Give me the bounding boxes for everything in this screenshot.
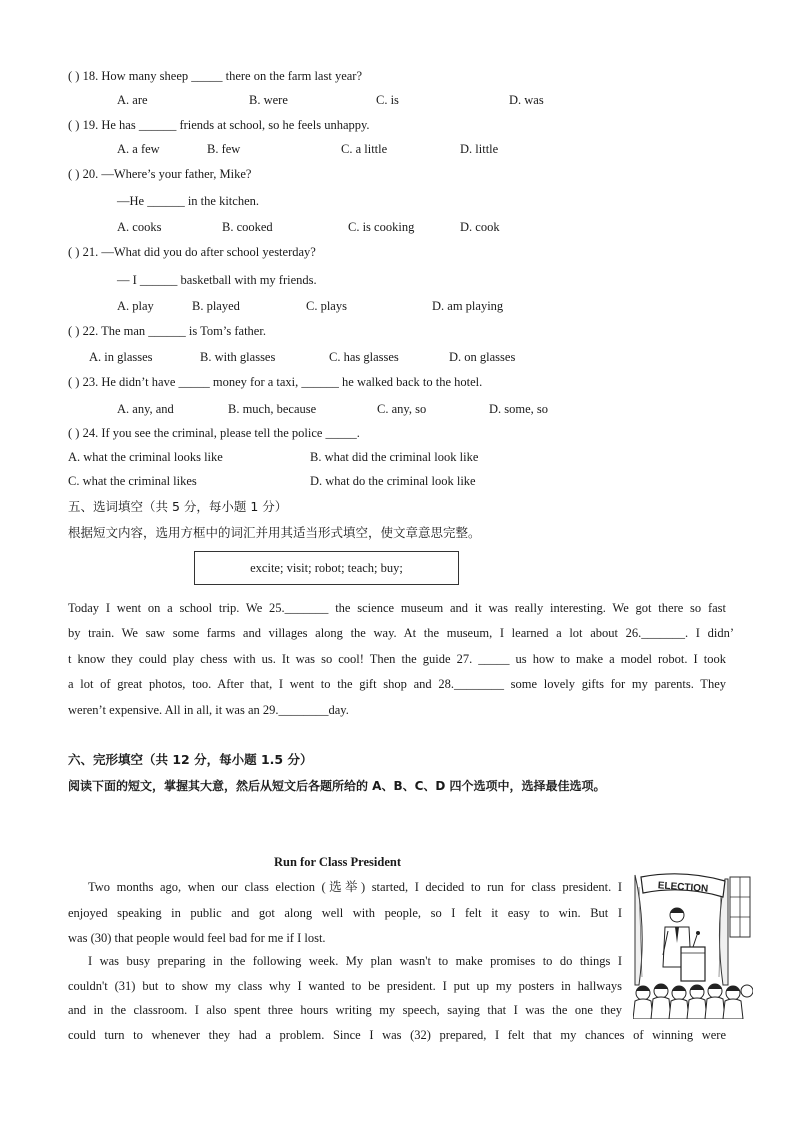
q19-option-b: B. few — [207, 142, 241, 156]
q24-option-b: B. what did the criminal look like — [310, 450, 479, 464]
question-20-stem: ( ) 20. —Where’s your father, Mike? — [68, 167, 252, 181]
passage-title: Run for Class President — [274, 855, 401, 869]
question-23-stem: ( ) 23. He didn’t have _____ money for a taxi, ______ he walked back to the hotel. — [68, 375, 483, 389]
q18-option-b: B. were — [249, 93, 288, 107]
q23-option-b: B. much, because — [228, 402, 317, 416]
q22-option-c: C. has glasses — [329, 350, 399, 364]
question-22-stem: ( ) 22. The man ______ is Tom’s father. — [68, 324, 266, 338]
q21-option-b: B. played — [192, 299, 240, 313]
election-illustration — [633, 867, 753, 1019]
q24-option-a: A. what the criminal looks like — [68, 450, 223, 464]
q23-option-a: A. any, and — [117, 402, 174, 416]
question-21-stem: ( ) 21. —What did you do after school yesterday? — [68, 245, 316, 259]
q18-option-a: A. are — [117, 93, 148, 107]
q19-option-d: D. little — [460, 142, 499, 156]
section-6-instruction: 阅读下面的短文，掌握其大意，然后从短文后各题所给的 A、B、C、D 四个选项中，选择最佳选项。 — [68, 779, 606, 793]
section-6-passage-line-2: enjoyed speaking in public and got along well with people, so I felt it easy to win. But I — [68, 906, 622, 920]
q22-option-b: B. with glasses — [200, 350, 276, 364]
q20-option-c: C. is cooking — [348, 220, 415, 234]
q22-option-d: D. on glasses — [449, 350, 516, 364]
section-5-passage-line-5: weren’t expensive. All in all, it was an 29.________day. — [68, 703, 349, 717]
question-21-line2: — I ______ basketball with my friends. — [117, 273, 317, 287]
section-6-passage-line-5: couldn't (31) but to show my class why I wanted to be president. I put up my posters in hallways — [68, 979, 622, 993]
q21-option-c: C. plays — [306, 299, 347, 313]
q23-option-d: D. some, so — [489, 402, 549, 416]
word-box-words: excite; visit; robot; teach; buy; — [250, 560, 403, 575]
q19-option-c: C. a little — [341, 142, 388, 156]
word-box — [194, 551, 459, 585]
section-6-passage-line-4: I was busy preparing in the following week. My plan wasn't to make promises to do things I — [88, 954, 622, 968]
section-5-passage-line-2: by train. We saw some farms and villages along the way. At the museum, I learned a lot about 26._______. I didn’ — [68, 626, 734, 640]
question-20-line2: —He ______ in the kitchen. — [117, 194, 259, 208]
section-5-heading: 五、选词填空（共 5 分，每小题 1 分） — [68, 499, 288, 514]
q20-option-b: B. cooked — [222, 220, 273, 234]
q20-option-a: A. cooks — [117, 220, 162, 234]
question-19-stem: ( ) 19. He has ______ friends at school, so he feels unhappy. — [68, 118, 370, 132]
section-6-passage-line-6: and in the classroom. I also spent three hours writing my speech, saying that I was the one they — [68, 1003, 622, 1017]
question-24-stem: ( ) 24. If you see the criminal, please tell the police _____. — [68, 426, 360, 440]
section-6-passage-line-3: was (30) that people would feel bad for me if I lost. — [68, 931, 326, 945]
section-5-instruction: 根据短文内容，选用方框中的词汇并用其适当形式填空，使文章意思完整。 — [68, 525, 481, 540]
question-18-stem: ( ) 18. How many sheep _____ there on the farm last year? — [68, 69, 363, 83]
section-6-passage-line-7: could turn to whenever they had a problem. Since I was (32) prepared, I felt that my chances of winning were — [68, 1028, 726, 1042]
banner-text: ELECTION — [657, 880, 709, 895]
q21-option-d: D. am playing — [432, 299, 504, 313]
q23-option-c: C. any, so — [377, 402, 427, 416]
section-5-passage-line-1: Today I went on a school trip. We 25._______ the science museum and it was really interesting. We got there so fast — [68, 601, 726, 615]
section-6-heading: 六、完形填空（共 12 分，每小题 1.5 分） — [68, 752, 313, 767]
q18-option-d: D. was — [509, 93, 544, 107]
section-6-passage-line-1: Two months ago, when our class election (选举) started, I decided to run for class president. I — [88, 880, 622, 894]
q19-option-a: A. a few — [117, 142, 160, 156]
section-5-passage-line-4: a lot of great photos, too. After that, I went to the gift shop and 28.________ some lovely gifts for my parents. They — [68, 677, 726, 691]
q21-option-a: A. play — [117, 299, 154, 313]
q20-option-d: D. cook — [460, 220, 500, 234]
q18-option-c: C. is — [376, 93, 399, 107]
section-5-passage-line-3: t know they could play chess with us. It was so cool! Then the guide 27. _____ us how to make a model robot. I took — [68, 652, 726, 666]
q24-option-c: C. what the criminal likes — [68, 474, 197, 488]
q24-option-d: D. what do the criminal look like — [310, 474, 476, 488]
q22-option-a: A. in glasses — [89, 350, 153, 364]
